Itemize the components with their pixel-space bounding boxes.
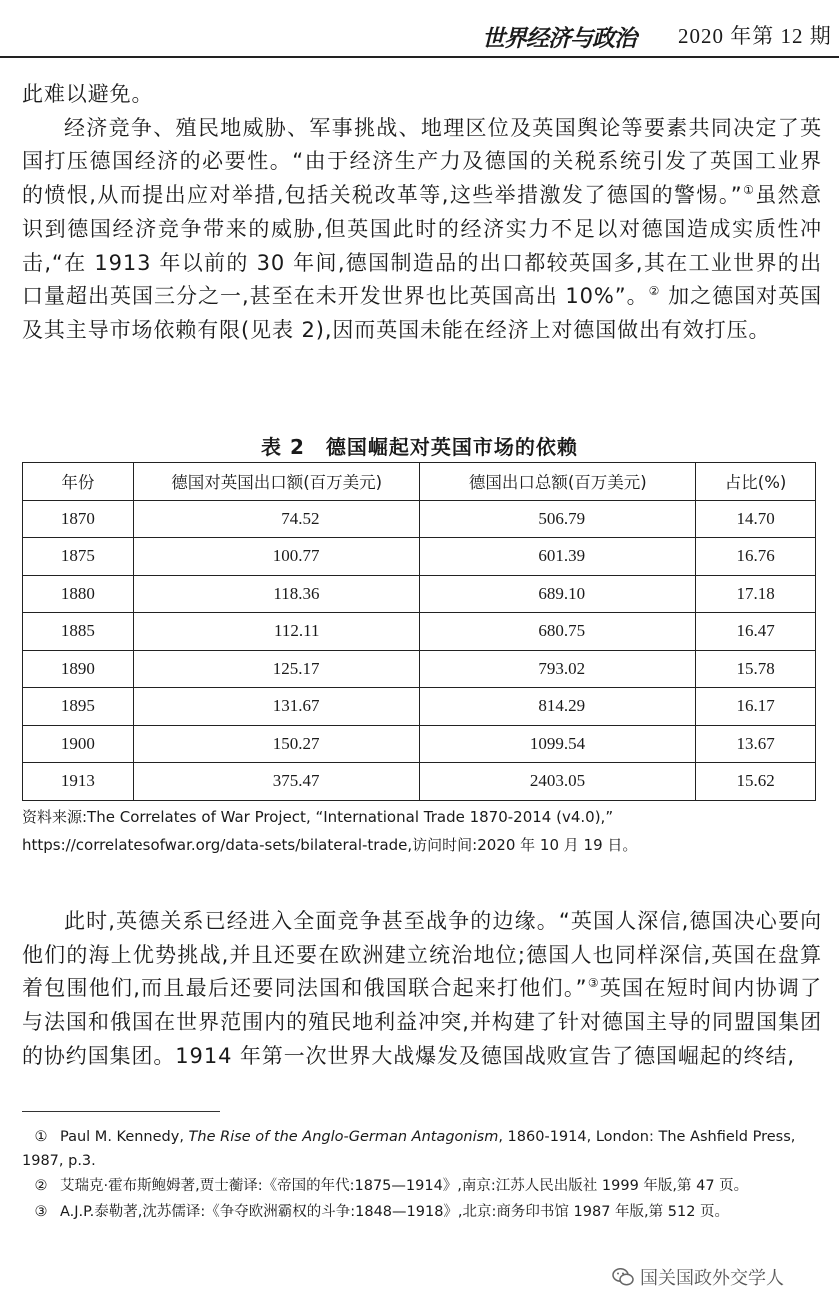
table-row <box>23 613 816 651</box>
cell-year: 1870 <box>23 500 134 538</box>
watermark <box>612 1264 784 1290</box>
dependency-table <box>22 462 816 801</box>
cell-exports-to-uk: 74.52 <box>133 500 420 538</box>
cell-total-exports: 814.29 <box>420 688 696 726</box>
table-title: 表 2 德国崛起对英国市场的依赖 <box>261 435 578 459</box>
header-year: 年份 <box>23 463 134 501</box>
table-source: 资料来源:The Correlates of War Project, “International Trade 1870-2014 (v4.0),” https://correlatesofwar.org/data-sets/bilateral-trade,访问时间:2020 年 10 月 19 日。 <box>22 808 638 854</box>
page-header <box>0 14 839 54</box>
cell-share: 14.70 <box>696 500 816 538</box>
continued-line: 此难以避免。 <box>22 82 154 106</box>
paragraph-text: 经济竞争、殖民地威胁、军事挑战、地理区位及英国舆论等要素共同决定了英国打压德国经济的必要性。“由于经济生产力及德国的关税系统引发了英国工业界的愤恨,从而提出应对举措,包括关税改革等,这些举措激发了德国的警惕。” <box>22 115 822 208</box>
cell-year: 1885 <box>23 613 134 651</box>
cell-share: 15.78 <box>696 650 816 688</box>
cell-exports-to-uk: 131.67 <box>133 688 420 726</box>
journal-title: 世界经济与政治 <box>482 25 636 52</box>
cell-year: 1895 <box>23 688 134 726</box>
cell-year: 1900 <box>23 725 134 763</box>
table-row <box>23 725 816 763</box>
wechat-icon <box>612 1267 634 1287</box>
footnote-ref-2[interactable]: ② <box>648 284 661 299</box>
cell-share: 16.76 <box>696 538 816 576</box>
cell-exports-to-uk: 118.36 <box>133 575 420 613</box>
cell-total-exports: 601.39 <box>420 538 696 576</box>
table-row <box>23 688 816 726</box>
table-row <box>23 650 816 688</box>
table-row <box>23 538 816 576</box>
footnote-3: ③ A.J.P.泰勒著,沈苏儒译:《争夺欧洲霸权的斗争:1848—1918》,北京:商务印书馆 1987 年版,第 512 页。 <box>34 1203 730 1220</box>
cell-total-exports: 680.75 <box>420 613 696 651</box>
cell-exports-to-uk: 112.11 <box>133 613 420 651</box>
cell-total-exports: 2403.05 <box>420 763 696 801</box>
cell-year: 1880 <box>23 575 134 613</box>
issue-number: 2020 年第 12 期 <box>678 24 832 48</box>
paragraph-text: 虽然意识到德国经济竞争带来的威胁,但英国此时的经济实力不足以对德国造成实质性冲击,“在 1913 年以前的 30 年间,德国制造品的出口都较英国多,其在工业世界的出口量超出英国三分之一,甚至在未开发世界也比英国高出 10%”。 <box>22 183 822 309</box>
footnote-divider <box>22 1111 220 1112</box>
paragraph-rivalry <box>22 905 822 1074</box>
header-exports-to-uk: 德国对英国出口额(百万美元) <box>133 463 420 501</box>
cell-share: 16.47 <box>696 613 816 651</box>
paragraph-economic-pressure <box>22 112 822 348</box>
table-row <box>23 500 816 538</box>
cell-total-exports: 506.79 <box>420 500 696 538</box>
paragraph-text: 英国在短时间内协调了与法国和俄国在世界范围内的殖民地利益冲突,并构建了针对德国主导的同盟国集团的协约国集团。1914 年第一次世界大战爆发及德国战败宣告了德国崛起的终结, <box>22 976 822 1068</box>
header-rule <box>0 56 839 58</box>
watermark-text: 国关国政外交学人 <box>640 1268 784 1289</box>
cell-total-exports: 1099.54 <box>420 725 696 763</box>
cell-exports-to-uk: 100.77 <box>133 538 420 576</box>
table-header-row <box>23 463 816 501</box>
cell-share: 16.17 <box>696 688 816 726</box>
table-row <box>23 763 816 801</box>
cell-exports-to-uk: 125.17 <box>133 650 420 688</box>
cell-total-exports: 689.10 <box>420 575 696 613</box>
cell-share: 15.62 <box>696 763 816 801</box>
footnote-ref-3[interactable]: ③ <box>587 976 600 991</box>
footnote-1: ① Paul M. Kennedy, The Rise of the Anglo-German Antagonism, 1860-1914, London: The Ashfield Press, 1987, p.3. <box>22 1129 796 1169</box>
cell-year: 1890 <box>23 650 134 688</box>
cell-total-exports: 793.02 <box>420 650 696 688</box>
paragraph-text: 加之德国对英国及其主导市场依赖有限(见表 2),因而英国未能在经济上对德国做出有效打压。 <box>22 284 822 342</box>
paragraph-text: 此时,英德关系已经进入全面竞争甚至战争的边缘。“英国人深信,德国决心要向他们的海上优势挑战,并且还要在欧洲建立统治地位;德国人也同样深信,英国在盘算着包围他们,而且最后还要同法国和俄国联合起来打他们。” <box>22 909 822 1001</box>
cell-exports-to-uk: 375.47 <box>133 763 420 801</box>
header-share: 占比(%) <box>696 463 816 501</box>
bottom-paragraph <box>22 905 822 1074</box>
top-paragraphs <box>22 78 822 348</box>
cell-share: 17.18 <box>696 575 816 613</box>
cell-share: 13.67 <box>696 725 816 763</box>
table-row <box>23 575 816 613</box>
footnotes <box>22 1126 822 1226</box>
cell-year: 1913 <box>23 763 134 801</box>
header-total-exports: 德国出口总额(百万美元) <box>420 463 696 501</box>
cell-exports-to-uk: 150.27 <box>133 725 420 763</box>
footnote-2: ② 艾瑞克·霍布斯鲍姆著,贾士蘅译:《帝国的年代:1875—1914》,南京:江苏人民出版社 1999 年版,第 47 页。 <box>34 1178 749 1194</box>
footnote-ref-1[interactable]: ① <box>742 183 756 198</box>
cell-year: 1875 <box>23 538 134 576</box>
